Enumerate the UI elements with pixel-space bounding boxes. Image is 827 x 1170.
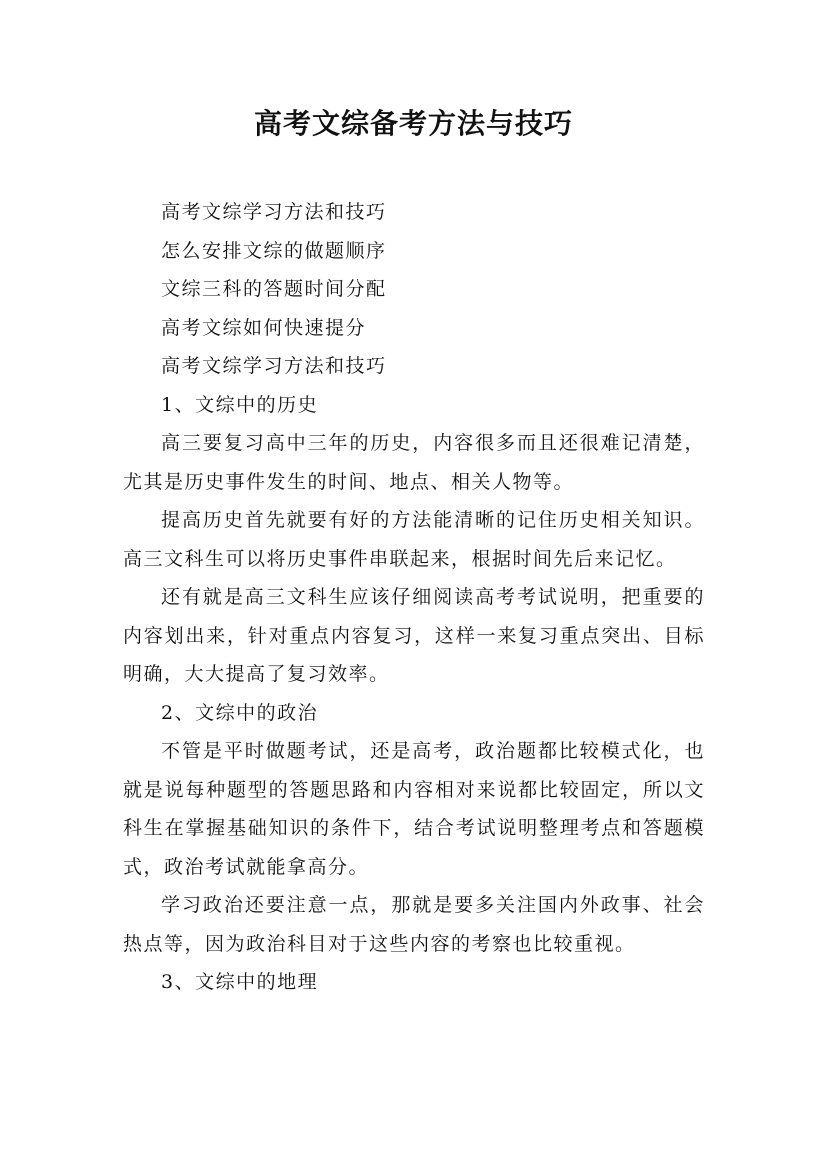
toc-line-time-allocation: 文综三科的答题时间分配: [161, 278, 387, 300]
subheading-geography: 3、文综中的地理: [161, 971, 319, 993]
toc-line-question-order: 怎么安排文综的做题顺序: [161, 239, 387, 262]
toc-line-study-methods: 高考文综学习方法和技巧: [161, 201, 387, 223]
toc-line-quick-improvement: 高考文综如何快速提分: [161, 316, 367, 339]
paragraph: 提高历史首先就要有好的方法能清晰的记住历史相关知识。高三文科生可以将历史事件串联起来，根据时间先后来记忆。: [123, 509, 705, 570]
document-title: 高考文综备考方法与技巧: [253, 107, 573, 140]
section-heading-study-methods: 高考文综学习方法和技巧: [161, 355, 387, 377]
paragraph: 还有就是高三文科生应该仔细阅读高考考试说明，把重要的内容划出来，针对重点内容复习，这样一来复习重点突出、目标明确，大大提高了复习效率。: [123, 586, 705, 685]
paragraph: 不管是平时做题考试，还是高考，政治题都比较模式化，也就是说每种题型的答题思路和内容相对来说都比较固定，所以文科生在掌握基础知识的条件下，结合考试说明整理考点和答题模式，政治考试就能拿高分。: [123, 740, 705, 878]
subheading-politics: 2、文综中的政治: [161, 701, 319, 724]
subheading-history: 1、文综中的历史: [161, 393, 319, 416]
document-body: [123, 193, 705, 1002]
paragraph: 学习政治还要注意一点，那就是要多关注国内外政事、社会热点等，因为政治科目对于这些内容的考察也比较重视。: [123, 894, 705, 955]
paragraph: 高三要复习高中三年的历史，内容很多而且还很难记清楚，尤其是历史事件发生的时间、地点、相关人物等。: [123, 432, 705, 493]
